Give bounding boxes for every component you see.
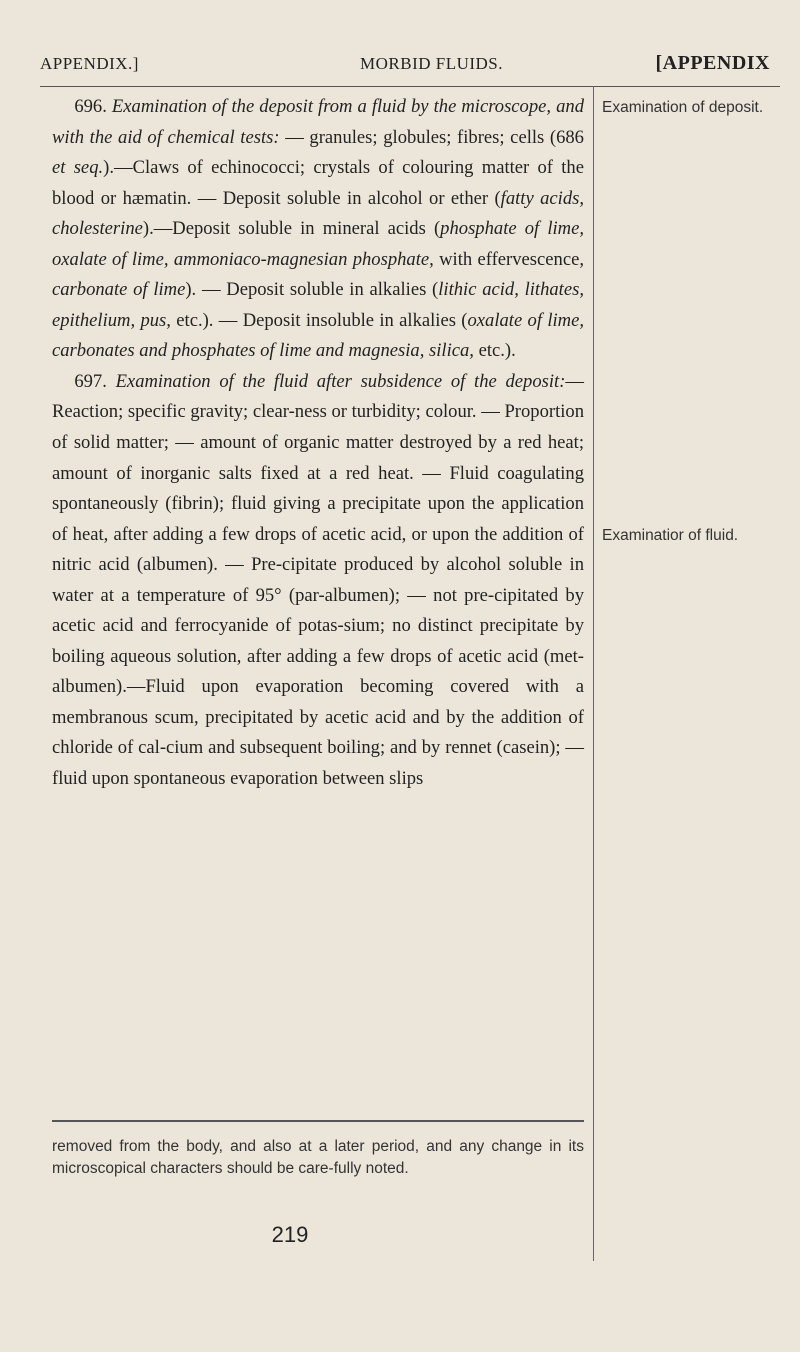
body-text: etc.). bbox=[473, 340, 516, 362]
body-text: — granules; globules; fibres; cells (686 bbox=[279, 126, 584, 148]
section-number: 696. bbox=[74, 96, 107, 117]
section-title: Examination of the deposit from a fluid by the microscope, and with the aid of chemical tests: bbox=[52, 96, 584, 148]
margin-note-deposit: Examination of deposit. bbox=[602, 99, 764, 116]
body-text: etc.). — Deposit insoluble in alkalies ( bbox=[170, 309, 468, 331]
body-text: ). — Deposit soluble in alkalies ( bbox=[185, 279, 439, 301]
body-italic: fatty acids, cholesterine bbox=[52, 187, 584, 240]
margin-rule bbox=[593, 86, 594, 1261]
body-text: with effervescence, bbox=[433, 248, 584, 270]
header-rule bbox=[40, 86, 780, 87]
body-italic: oxalate of lime, carbonates and phosphates of lime and magnesia, silica, bbox=[52, 309, 584, 362]
paragraph-696 bbox=[52, 92, 584, 367]
header-left: APPENDIX.] bbox=[40, 54, 139, 73]
body-italic: lithic acid, lithates, epithelium, pus, bbox=[52, 279, 584, 331]
body-text: —Reaction; specific gravity; clear-ness or turbidity; colour. — Proportion of solid matter; — amount of organic matter destroyed by a red heat; amount of inorganic salts fixed at a red heat. — Fluid coagulating spontaneously (fibrin); fluid giving a precipitate upon the application of heat, after adding a few drops of acetic acid, or upon the addition of nitric acid (albumen). — Pre-cipitate produced by alcohol soluble in water at a temperature of 95° (par-albumen); — not pre-cipitated by acetic acid and ferrocyanide of potas-sium; no distinct precipitate by boiling aqueous solution, after adding a few drops of acetic acid (met-albumen).—Fluid upon evaporation becoming covered with a membranous scum, precipitated by acetic acid and by the addition of chloride of cal-cium and subsequent boiling; and by rennet (casein); —fluid upon spontaneous evaporation between slips bbox=[52, 370, 585, 790]
footnote: removed from the body, and also at a later period, and any change in its microscopical characters should be care-fully noted. bbox=[52, 1138, 584, 1177]
section-number: 697. bbox=[74, 370, 107, 392]
footnote-rule bbox=[52, 1120, 584, 1122]
main-text bbox=[52, 92, 584, 795]
body-italic: et seq. bbox=[52, 157, 104, 179]
section-title: Examination of the fluid after subsidence of the deposit: bbox=[115, 370, 566, 392]
running-header bbox=[40, 54, 780, 78]
header-title: MORBID FLUIDS. bbox=[360, 54, 504, 73]
header-right: [APPENDIX bbox=[655, 52, 770, 74]
body-text: ).—Claws of echinococci; crystals of colouring matter of the blood or hæmatin. — Deposit soluble in alcohol or ether ( bbox=[52, 157, 584, 209]
margin-note-fluid: Examinatior of fluid. bbox=[602, 527, 739, 544]
paragraph-697 bbox=[52, 367, 584, 795]
page-number: 219 bbox=[271, 1222, 309, 1247]
body-text: ).—Deposit soluble in mineral acids ( bbox=[142, 218, 441, 240]
body-italic: phosphate of lime, oxalate of lime, ammoniaco-magnesian phosphate, bbox=[52, 218, 584, 270]
body-italic: carbonate of lime bbox=[52, 279, 186, 301]
